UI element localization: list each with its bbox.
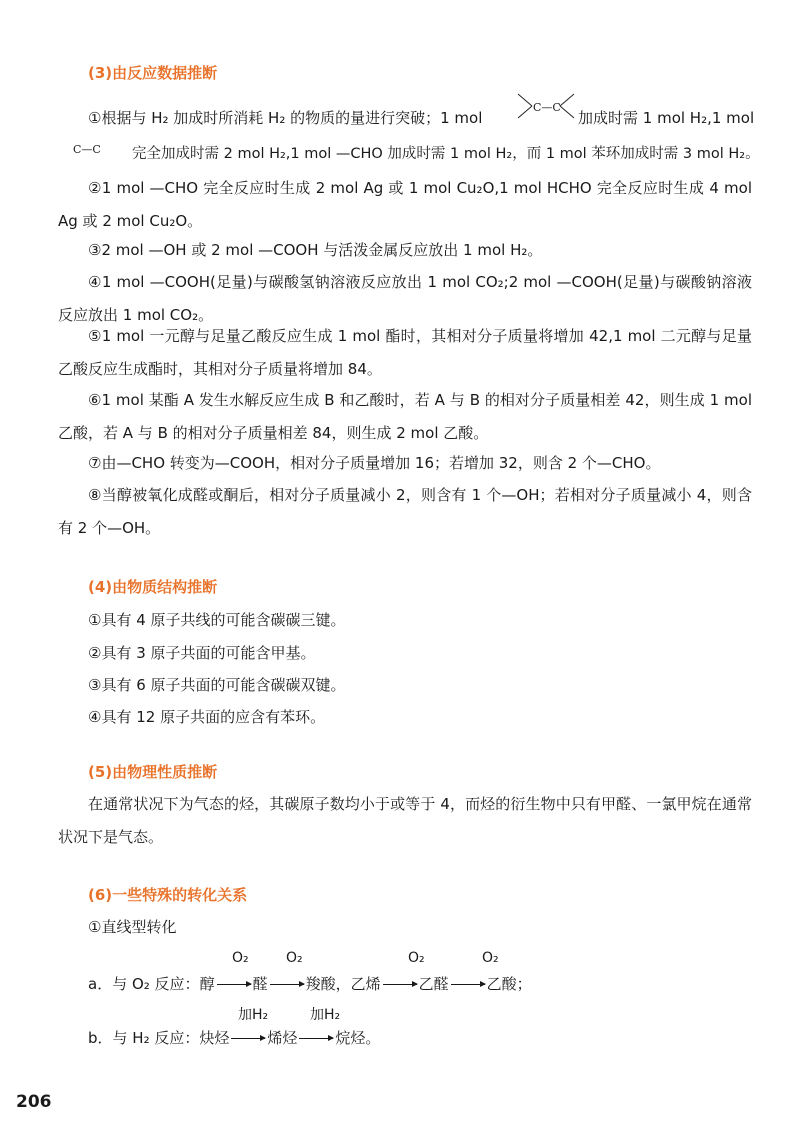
right-arrow-icon [451, 984, 485, 985]
section4-item: ②具有 3 原子共面的可能含甲基。 [88, 644, 316, 662]
compound: 醛 [252, 975, 268, 993]
arrow-label-o2: O₂ [408, 950, 425, 966]
compound: 烷烃。 [335, 1029, 381, 1047]
section4-heading: (4)由物质结构推断 [88, 578, 218, 596]
compound: 炔烃 [199, 1029, 230, 1047]
arrow-label-o2: O₂ [232, 950, 249, 966]
alkene-cc-label: C—C [533, 101, 561, 114]
section4-item: ④具有 12 原子共面的应含有苯环。 [88, 708, 326, 726]
section3-item4: ④1 mol —COOH(足量)与碳酸氢钠溶液反应放出 1 mol CO₂;2 mol —COOH(足量)与碳酸钠溶液反应放出 1 mol CO₂。 [58, 273, 752, 324]
page-number: 206 [16, 1092, 52, 1112]
right-arrow-icon [270, 984, 304, 985]
section5-heading: (5)由物理性质推断 [88, 763, 218, 781]
arrow-label-o2: O₂ [482, 950, 499, 966]
reaction-line-b [88, 1028, 380, 1048]
compound: 羧酸，乙烯 [305, 975, 381, 993]
section3-item1-line1-a: ①根据与 H₂ 加成时所消耗 H₂ 的物质的量进行突破；1 mol [88, 109, 483, 127]
arrow-label-h2: 加H₂ [310, 1007, 341, 1023]
alkyne-structure-icon [72, 140, 114, 160]
section3-item6: ⑥1 mol 某酯 A 发生水解反应生成 B 和乙酸时，若 A 与 B 的相对分子质量相差 42，则生成 1 mol 乙酸，若 A 与 B 的相对分子质量相差 84，则生成 2 mol 乙酸。 [58, 391, 752, 442]
section3-item3: ③2 mol —OH 或 2 mol —COOH 与活泼金属反应放出 1 mol H₂。 [88, 241, 543, 259]
compound: 醇 [199, 975, 215, 993]
alkyne-cc-label: C—C [73, 143, 101, 156]
section3-item7: ⑦由—CHO 转变为—COOH，相对分子质量增加 16；若增加 32，则含 2 个—CHO。 [88, 454, 661, 472]
section4-item: ①具有 4 原子共线的可能含碳碳三键。 [88, 611, 346, 629]
compound: 烯烃 [267, 1029, 298, 1047]
right-arrow-icon [231, 1038, 265, 1039]
section6-heading: (6)一些特殊的转化关系 [88, 886, 248, 904]
section3-item8: ⑧当醇被氧化成醛或酮后，相对分子质量减小 2，则含有 1 个—OH；若相对分子质量减小 4，则含有 2 个—OH。 [58, 486, 752, 537]
right-arrow-icon [383, 984, 417, 985]
section5-text: 在通常状况下为气态的烃，其碳原子数均小于或等于 4，而烃的衍生物中只有甲醛、一氯甲烷在通常状况下是气态。 [58, 795, 752, 846]
right-arrow-icon [217, 984, 251, 985]
right-arrow-icon [299, 1038, 333, 1039]
compound: 乙醛 [418, 975, 449, 993]
compound: 乙酸； [486, 975, 532, 993]
section4-item: ③具有 6 原子共面的可能含碳碳双键。 [88, 676, 346, 694]
line-b-prefix: b．与 H₂ 反应： [88, 1029, 200, 1047]
reaction-line-a [88, 974, 532, 994]
arrow-label-o2: O₂ [286, 950, 303, 966]
section6-sub1: ①直线型转化 [88, 918, 177, 936]
section3-item1-line1-b: 加成时需 1 mol H₂,1 mol [578, 109, 755, 127]
line-a-prefix: a．与 O₂ 反应： [88, 975, 200, 993]
section3-item1-line2: 完全加成时需 2 mol H₂,1 mol —CHO 加成时需 1 mol H₂，而 1 mol 苯环加成时需 3 mol H₂。 [132, 146, 760, 162]
section3-item5: ⑤1 mol 一元醇与足量乙酸反应生成 1 mol 酯时，其相对分子质量将增加 42,1 mol 二元醇与足量乙酸反应生成酯时，其相对分子质量将增加 84。 [58, 327, 752, 378]
section3-item2: ②1 mol —CHO 完全反应时生成 2 mol Ag 或 1 mol Cu₂O,1 mol HCHO 完全反应时生成 4 mol Ag 或 2 mol Cu₂O。 [58, 179, 752, 230]
alkene-structure-icon [516, 92, 578, 132]
section3-heading: (3)由反应数据推断 [88, 64, 218, 82]
arrow-label-h2: 加H₂ [238, 1007, 269, 1023]
